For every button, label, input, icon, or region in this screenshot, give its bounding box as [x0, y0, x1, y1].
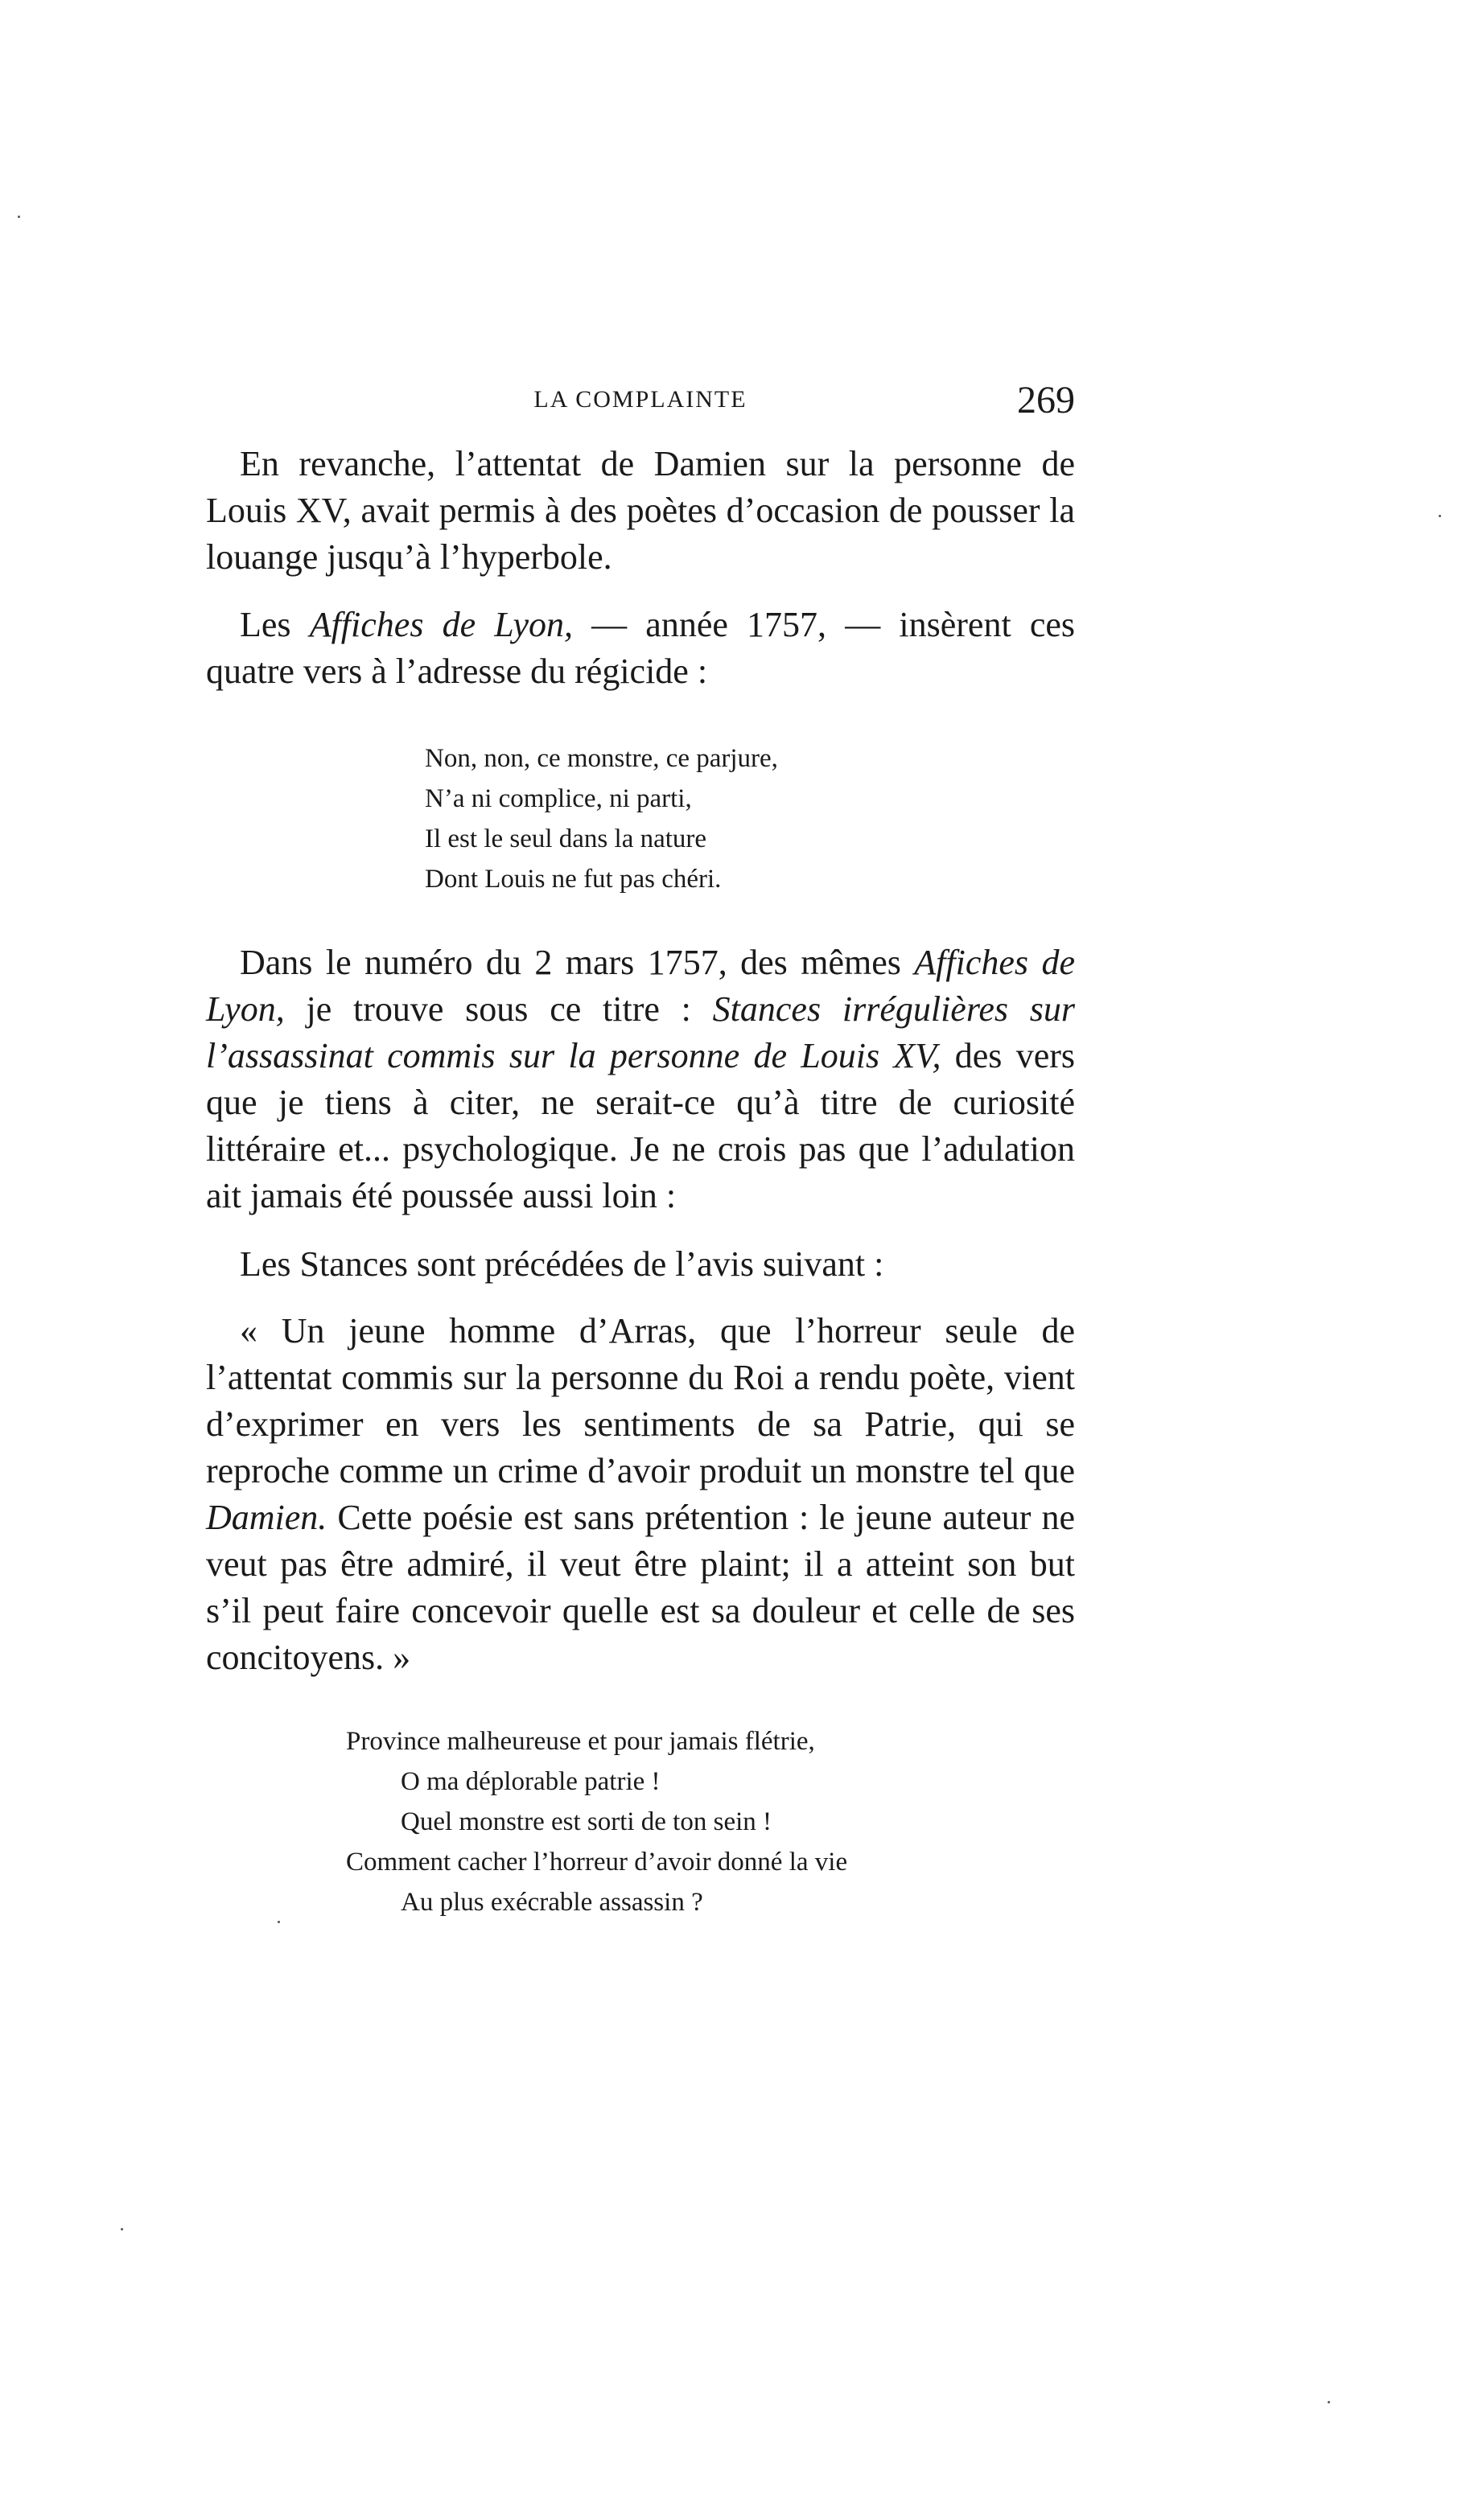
running-title: LA COMPLAINTE	[533, 386, 747, 413]
verse-line: O ma déplorable patrie !	[401, 1767, 661, 1796]
paragraph-3	[206, 939, 1075, 1219]
paragraph-3-text-c: des vers que je tiens à citer, ne serait-ce qu’à titre de curiosité littéraire et... psychologique. Je ne crois pas que l’adulation ait jamais été poussée aussi loin :	[206, 1036, 1075, 1215]
verse-line: Province malheureuse et pour jamais flétrie,	[346, 1727, 815, 1756]
paragraph-3-italic-2: Stances irrégulières sur l’assassinat commis sur la personne de Louis XV,	[206, 989, 1075, 1075]
verse-line: N’a ni complice, ni parti,	[425, 784, 692, 813]
paper-speck	[18, 216, 20, 218]
verse-quatrain	[425, 738, 778, 899]
paragraph-2-text-b: — année 1757, — insèrent ces quatre vers à l’adresse du régicide :	[206, 605, 1076, 691]
paper-speck	[1328, 2401, 1330, 2403]
paragraph-2-italic: Affiches de Lyon,	[309, 605, 573, 644]
paragraph-3-text-b: je trouve sous ce titre :	[284, 989, 713, 1029]
paragraph-4	[206, 1241, 1075, 1288]
paper-speck	[121, 2228, 123, 2230]
verse-line: Au plus exécrable assassin ?	[401, 1888, 703, 1917]
verse-line: Il est le seul dans la nature	[425, 824, 707, 853]
verse-line: Non, non, ce monstre, ce parjure,	[425, 744, 778, 773]
paragraph-5	[206, 1308, 1075, 1681]
paragraph-5-text-a: « Un jeune homme d’Arras, que l’horreur seule de l’attentat commis sur la personne du Roi a rendu poète, vient d’exprimer en vers les sentiments de sa Patrie, qui se reproche comme un crime d’avoir produit un monstre tel que	[206, 1311, 1075, 1490]
paragraph-2	[206, 602, 1075, 695]
paragraph-5-italic: Damien.	[206, 1498, 327, 1537]
paper-speck	[1439, 515, 1441, 517]
page-number: 269	[1017, 379, 1075, 421]
paragraph-2-text-a: Les	[240, 605, 310, 644]
paragraph-1-text: En revanche, l’attentat de Damien sur la personne de Louis XV, avait permis à des poètes d’occasion de pousser la louange jusqu’à l’hyperbole.	[206, 444, 1075, 577]
verse-line: Dont Louis ne fut pas chéri.	[425, 865, 722, 894]
verse-line: Quel monstre est sorti de ton sein !	[401, 1807, 772, 1836]
verse-line: Comment cacher l’horreur d’avoir donné la vie	[346, 1848, 848, 1877]
paragraph-5-text-b: Cette poésie est sans prétention : le jeune auteur ne veut pas être admiré, il veut être plaint; il a atteint son but s’il peut faire concevoir quelle est sa douleur et celle de ses concitoyens. »	[206, 1498, 1075, 1677]
verse-stanza	[346, 1721, 847, 1922]
running-head	[206, 378, 1075, 426]
paper-speck	[278, 1921, 280, 1923]
paragraph-3-italic-1: Affiches de Lyon,	[206, 943, 1075, 1029]
paragraph-3-text-a: Dans le numéro du 2 mars 1757, des mêmes	[240, 943, 915, 982]
paragraph-1	[206, 441, 1075, 581]
paragraph-4-text: Les Stances sont précédées de l’avis suivant :	[240, 1244, 884, 1284]
